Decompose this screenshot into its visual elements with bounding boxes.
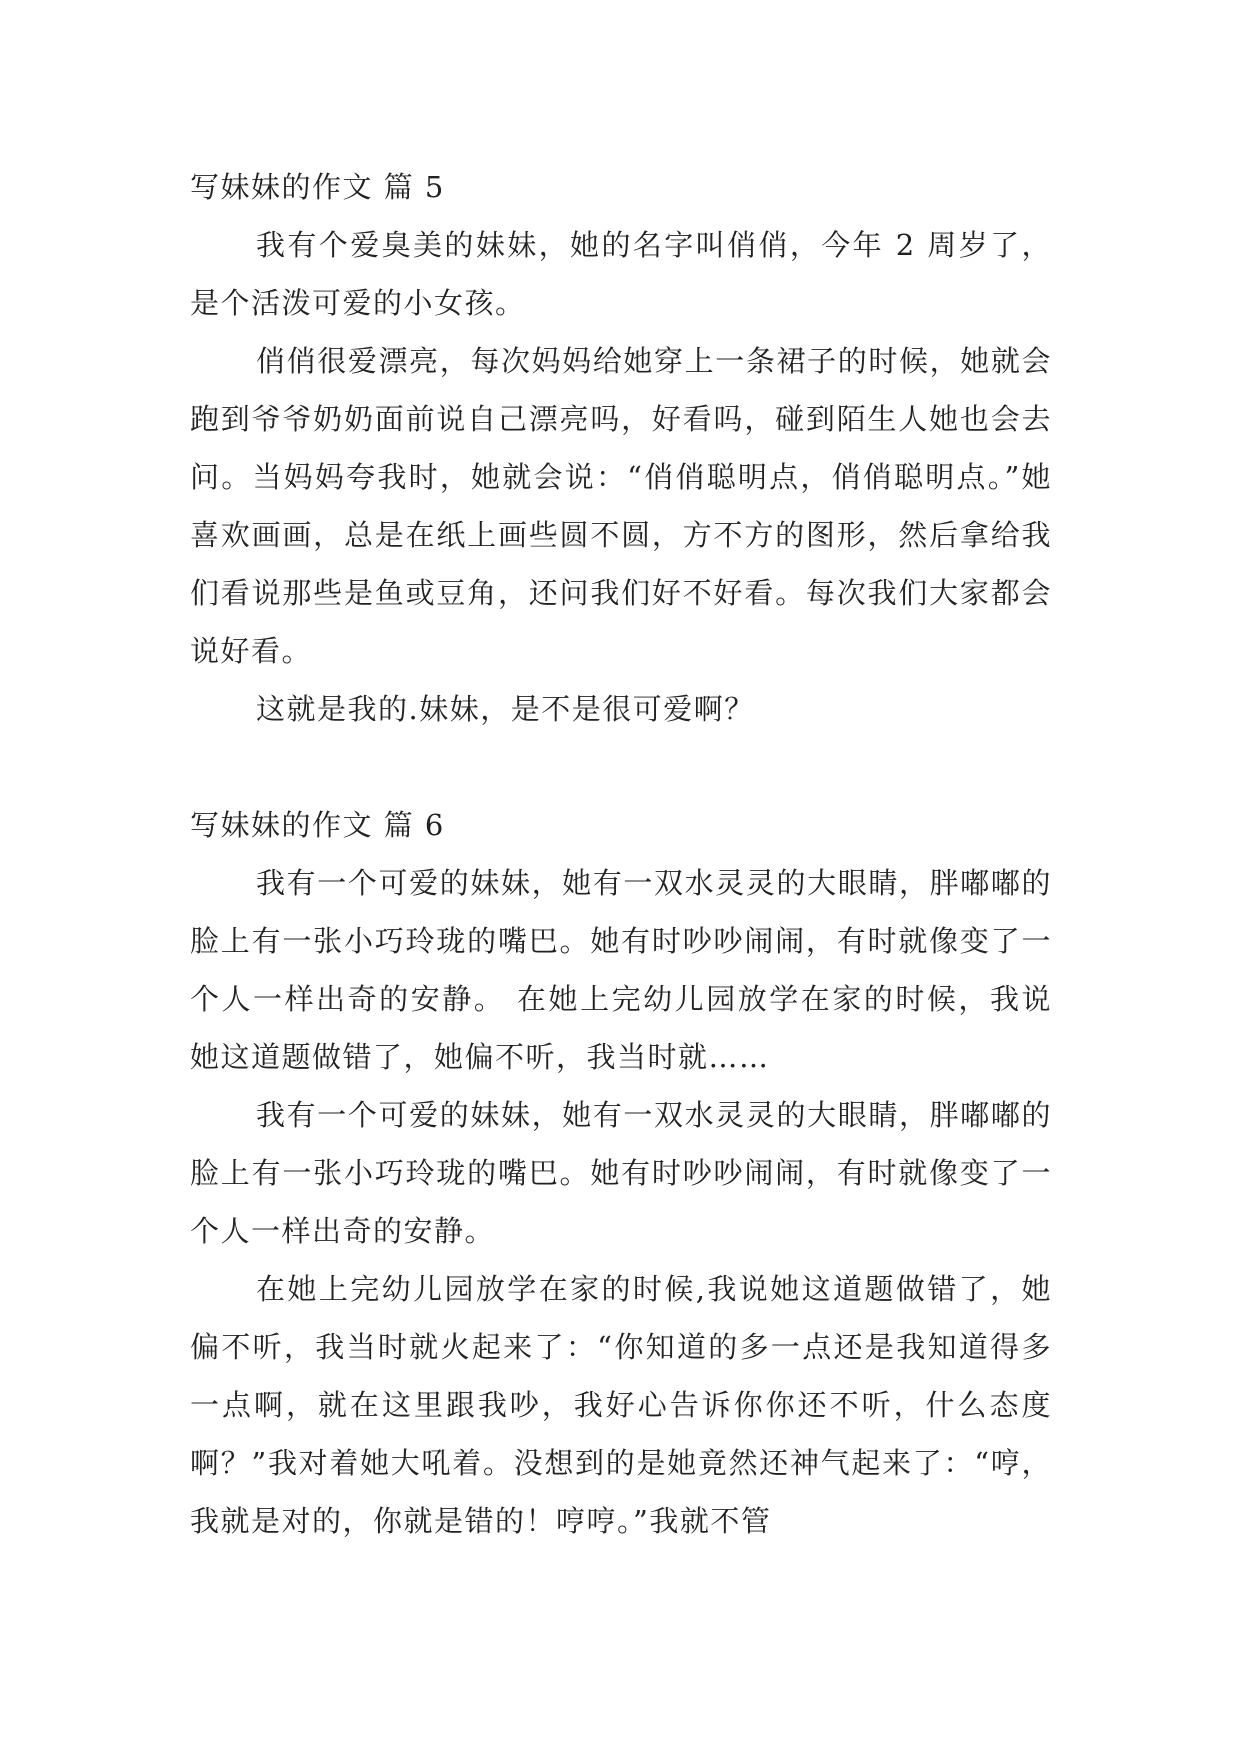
paragraph: 我有一个可爱的妹妹，她有一双水灵灵的大眼睛，胖嘟嘟的脸上有一张小巧玲珑的嘴巴。她有时吵吵闹闹，有时就像变了一个人一样出奇的安静。 [190, 1098, 1052, 1248]
paragraph: 在她上完幼儿园放学在家的时候,我说她这道题做错了，她偏不听，我当时就火起来了：“你知道的多一点还是我知道得多一点啊，就在这里跟我吵，我好心告诉你你还不听，什么态度啊？”我对着她大吼着。没想到的是她竟然还神气起来了：“哼，我就是对的，你就是错的！哼哼。”我就不管 [190, 1272, 1052, 1538]
paragraph: 我有一个可爱的妹妹，她有一双水灵灵的大眼睛，胖嘟嘟的脸上有一张小巧玲珑的嘴巴。她有时吵吵闹闹，有时就像变了一个人一样出奇的安静。 在她上完幼儿园放学在家的时候，我说她这道题做错了，她偏不听，我当时就…… [190, 866, 1052, 1074]
paragraph: 俏俏很爱漂亮，每次妈妈给她穿上一条裙子的时候，她就会跑到爷爷奶奶面前说自己漂亮吗，好看吗，碰到陌生人她也会去问。当妈妈夸我时，她就会说：“俏俏聪明点，俏俏聪明点。”她喜欢画画，总是在纸上画些圆不圆，方不方的图形，然后拿给我们看说那些是鱼或豆角，还问我们好不好看。每次我们大家都会说好看。 [190, 344, 1052, 668]
essay-section-6 [190, 796, 1052, 1550]
document-body [190, 158, 1052, 1550]
paragraph: 这就是我的.妹妹，是不是很可爱啊？ [256, 692, 755, 726]
essay-section-5 [190, 158, 1052, 738]
section-title: 写妹妹的作文 篇 5 [190, 170, 445, 204]
paragraph: 我有个爱臭美的妹妹，她的名字叫俏俏，今年 2 周岁了，是个活泼可爱的小女孩。 [190, 228, 1052, 320]
section-title: 写妹妹的作文 篇 6 [190, 808, 445, 842]
section-spacer [190, 738, 1052, 796]
